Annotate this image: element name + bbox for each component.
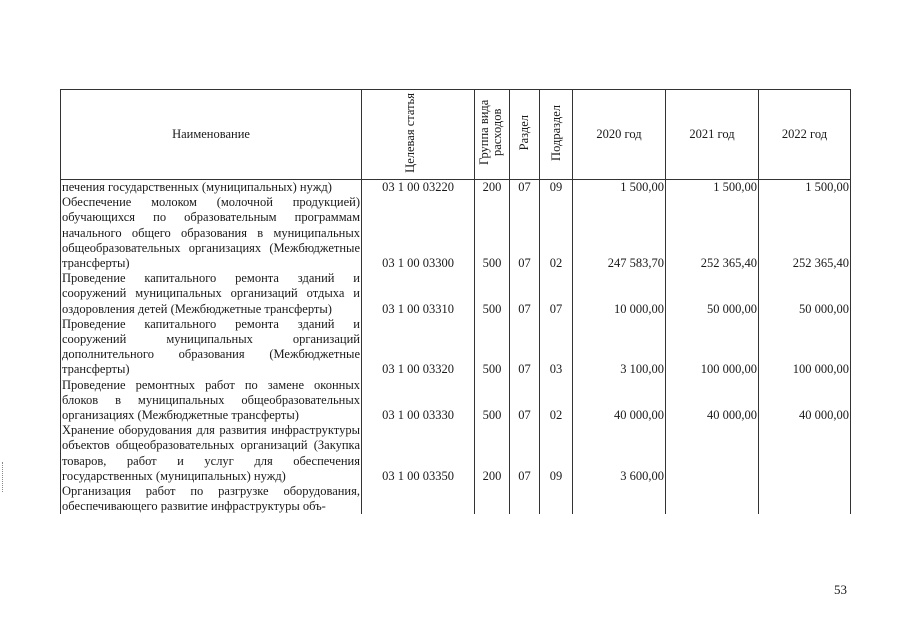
- row-value-2021: 1 500,00: [666, 180, 759, 196]
- table-row: [61, 317, 851, 378]
- row-value-2020: 40 000,00: [573, 378, 666, 424]
- row-value-2020: 3 600,00: [573, 423, 666, 484]
- page-number: 53: [834, 582, 847, 597]
- row-expense-group: 500: [475, 195, 510, 271]
- header-name: Наименование: [61, 90, 362, 180]
- table-row: [61, 180, 851, 196]
- header-year-2020: 2020 год: [573, 90, 666, 180]
- row-name: Проведение капитального ремонта зданий и сооружений муниципальных организаций дополнительного образования (Межбюджетные трансферты): [62, 316, 360, 377]
- row-subsection: 02: [540, 378, 573, 424]
- row-section: 07: [510, 271, 540, 317]
- scan-edge-mark: [2, 462, 4, 492]
- row-section: 07: [510, 378, 540, 424]
- row-target-article: 03 1 00 03300: [362, 195, 475, 271]
- row-name: печения государственных (муниципальных) нужд): [61, 180, 362, 196]
- row-expense-group: 200: [475, 423, 510, 484]
- row-subsection: [540, 484, 573, 514]
- table-header-row: [61, 90, 851, 180]
- row-target-article: [362, 484, 475, 514]
- row-expense-group: 200: [475, 180, 510, 196]
- header-section: Раздел: [510, 90, 540, 180]
- header-year-2022: 2022 год: [759, 90, 851, 180]
- row-section: 07: [510, 317, 540, 378]
- table-row: [61, 378, 851, 424]
- row-section: 07: [510, 180, 540, 196]
- row-value-2020: [573, 484, 666, 514]
- row-value-2022: 40 000,00: [759, 378, 851, 424]
- budget-table: [60, 89, 851, 514]
- row-subsection: 02: [540, 195, 573, 271]
- table-row: [61, 484, 851, 514]
- row-expense-group: 500: [475, 271, 510, 317]
- row-value-2021: [666, 484, 759, 514]
- row-value-2021: 252 365,40: [666, 195, 759, 271]
- row-expense-group: [475, 484, 510, 514]
- row-value-2021: [666, 423, 759, 484]
- row-name: Проведение капитального ремонта зданий и сооружений муниципальных организаций отдыха и оздоровления детей (Межбюджетные трансферты): [62, 271, 360, 316]
- row-value-2021: 40 000,00: [666, 378, 759, 424]
- row-target-article: 03 1 00 03330: [362, 378, 475, 424]
- row-value-2022: [759, 423, 851, 484]
- table-row: [61, 271, 851, 317]
- row-value-2021: 100 000,00: [666, 317, 759, 378]
- row-subsection: 07: [540, 271, 573, 317]
- row-section: 07: [510, 195, 540, 271]
- header-expense-group: Группа вида расходов: [475, 90, 510, 180]
- row-expense-group: 500: [475, 378, 510, 424]
- header-year-2021: 2021 год: [666, 90, 759, 180]
- row-section: [510, 484, 540, 514]
- row-value-2022: 252 365,40: [759, 195, 851, 271]
- header-target-article: Целевая статья: [362, 90, 475, 180]
- table-row: [61, 195, 851, 271]
- row-section: 07: [510, 423, 540, 484]
- row-value-2022: 100 000,00: [759, 317, 851, 378]
- row-subsection: 09: [540, 180, 573, 196]
- row-subsection: 03: [540, 317, 573, 378]
- row-expense-group: 500: [475, 317, 510, 378]
- row-value-2022: [759, 484, 851, 514]
- table-row: [61, 423, 851, 484]
- row-target-article: 03 1 00 03220: [362, 180, 475, 196]
- row-name: Проведение ремонтных работ по замене оконных блоков в муниципальных общеобразовательных организациях (Межбюджетные трансферты): [62, 377, 360, 423]
- row-value-2020: 247 583,70: [573, 195, 666, 271]
- row-value-2022: 50 000,00: [759, 271, 851, 317]
- row-value-2020: 1 500,00: [573, 180, 666, 196]
- row-name: Обеспечение молоком (молочной продукцией) обучающихся по образовательным программам начального общего образования в муниципальных общеобразовательных организациях (Межбюджетные трансферты): [62, 195, 360, 271]
- row-target-article: 03 1 00 03310: [362, 271, 475, 317]
- header-subsection: Подраздел: [540, 90, 573, 180]
- row-name: Хранение оборудования для развития инфраструктуры объектов общеобразовательных организаций (Закупка товаров, работ и услуг для обеспечения государственных (муниципальных) нужд): [62, 423, 360, 483]
- row-target-article: 03 1 00 03350: [362, 423, 475, 484]
- row-value-2022: 1 500,00: [759, 180, 851, 196]
- row-value-2020: 10 000,00: [573, 271, 666, 317]
- row-name: Организация работ по разгрузке оборудования, обеспечивающего развитие инфраструктуры объ-: [62, 484, 360, 514]
- row-value-2021: 50 000,00: [666, 271, 759, 317]
- row-target-article: 03 1 00 03320: [362, 317, 475, 378]
- row-subsection: 09: [540, 423, 573, 484]
- row-value-2020: 3 100,00: [573, 317, 666, 378]
